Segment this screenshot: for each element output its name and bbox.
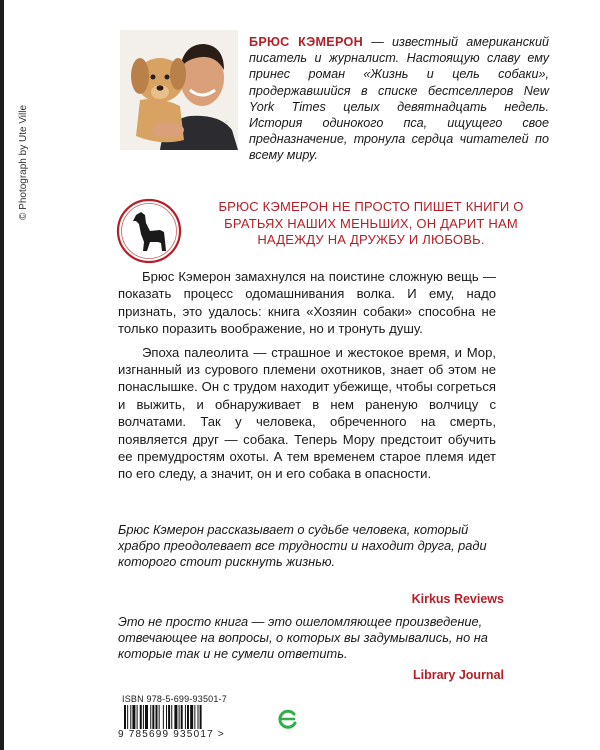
barcode-bar xyxy=(143,705,144,729)
barcode-bar xyxy=(181,705,183,729)
photo-credit: © Photograph by Ute Ville xyxy=(18,104,29,220)
description-paragraph: Брюс Кэмерон замахнулся на поистине сложную вещь — показать процесс одомашнивания волка. И ему, надо признать, это удалось: книга «Хозяин собаки» способна не только поразить воображение, но и тронуть душу. xyxy=(118,269,496,337)
tagline: БРЮС КЭМЕРОН НЕ ПРОСТО ПИШЕТ КНИГИ О БРАТЬЯХ НАШИХ МЕНЬШИХ, ОН ДАРИТ НАМ НАДЕЖДУ НА ДРУЖБУ И ЛЮБОВЬ. xyxy=(218,199,524,247)
barcode-bar xyxy=(185,705,186,729)
spine-edge xyxy=(0,0,4,750)
barcode-bar xyxy=(150,705,151,729)
barcode-bar xyxy=(179,705,180,729)
author-bio xyxy=(249,34,549,164)
review-source: Kirkus Reviews xyxy=(411,592,504,606)
barcode-bar xyxy=(198,705,199,729)
review-quote: Это не просто книга — это ошеломляющее произведение, отвечающее на вопросы, о которых вы задумывались, но на которые так и не сумели ответить. xyxy=(118,614,488,662)
barcode-bar xyxy=(156,705,158,729)
dog-emblem-icon xyxy=(114,196,184,266)
barcode-digits: 9 785699 935017 > xyxy=(118,729,225,740)
barcode-bar xyxy=(132,705,135,729)
barcode-bar xyxy=(137,705,138,729)
barcode-bar xyxy=(200,705,202,729)
barcode xyxy=(124,705,238,729)
barcode-bar xyxy=(166,705,167,729)
barcode-bar xyxy=(159,705,160,729)
author-bio-text: — известный американский писатель и журналист. Настоящую славу ему принес роман «Жизнь и цель собаки», продержавшийся в списке бестселлеров New York Times целых девятнадцать недель. История одинокого пса, ищущего свое предназначение, тронула сердца читателей по всему миру. xyxy=(249,35,549,163)
barcode-bar xyxy=(168,705,170,729)
publisher-logo-icon xyxy=(277,708,299,730)
barcode-bar xyxy=(152,705,154,729)
barcode-bar xyxy=(163,705,164,729)
barcode-bar xyxy=(190,705,193,729)
review-quote: Брюс Кэмерон рассказывает о судьбе человека, который храбро преодолевает все трудности и находит друга, ради которого стоит рискнуть жизнью. xyxy=(118,522,487,570)
barcode-bar xyxy=(194,705,195,729)
book-description xyxy=(118,268,496,489)
barcode-bar xyxy=(130,705,131,729)
barcode-bar xyxy=(174,705,177,729)
barcode-bar xyxy=(127,705,128,729)
isbn: ISBN 978-5-699-93501-7 xyxy=(122,694,227,704)
barcode-bar xyxy=(145,705,148,729)
author-name: БРЮС КЭМЕРОН xyxy=(249,35,363,49)
review-source: Library Journal xyxy=(413,668,504,682)
author-photo xyxy=(120,30,238,150)
barcode-bar xyxy=(140,705,142,729)
barcode-bar xyxy=(187,705,189,729)
barcode-bar xyxy=(171,705,172,729)
description-paragraph: Эпоха палеолита — страшное и жестокое время, и Мор, изгнанный из сурового племени охотников, знает об этом не понаслышке. Он с трудом находит убежище, чтобы согреться и выжить, и обнаруживает в нем раненую волчицу с волчатами. Так у человека, обреченного на смерть, появляется друг — собака. Теперь Мору предстоит обучить ее премудростям охоты. А тем временем старое племя идет по его следу, а значит, он и его собака в опасности. xyxy=(118,344,496,482)
barcode-bar xyxy=(124,705,126,729)
